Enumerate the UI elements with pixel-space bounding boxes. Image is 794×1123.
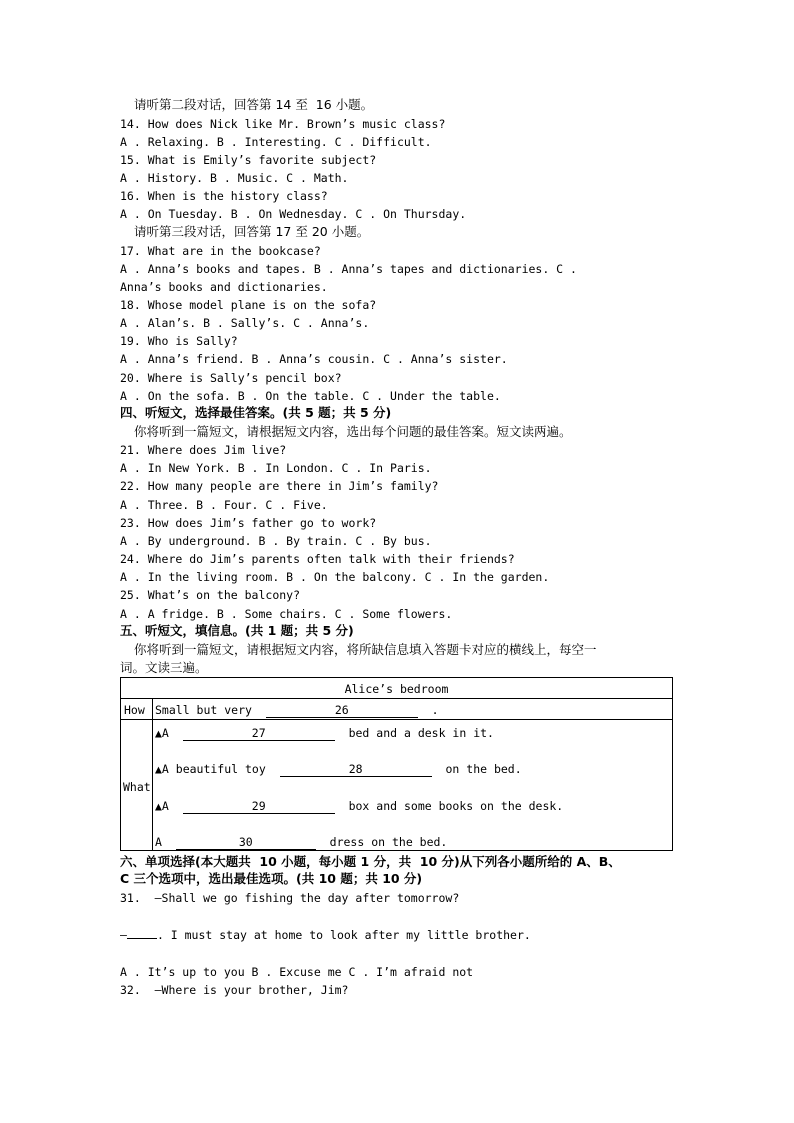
question-32: 32. —Where is your brother, Jim?: [120, 983, 349, 997]
blank-30[interactable]: 30: [176, 836, 316, 850]
question-25-options: A . A fridge. B . Some chairs. C . Some flowers.: [120, 607, 453, 621]
how-label: How: [124, 703, 145, 717]
row-28-suffix: on the bed.: [445, 762, 522, 776]
blank-28[interactable]: 28: [280, 763, 432, 777]
question-21: 21. Where does Jim live?: [120, 443, 287, 457]
blank-31[interactable]: [127, 938, 157, 939]
table-divider: [152, 699, 153, 851]
part4-intro: 你将听到一篇短文，请根据短文内容，选出每个问题的最佳答案。短文读两遍。: [134, 424, 572, 439]
row-29-prefix: ▲A: [155, 799, 169, 813]
question-22-options: A . Three. B . Four. C . Five.: [120, 498, 328, 512]
part5-title: 五、听短文，填信息。(共 1 题；共 5 分): [120, 623, 354, 638]
question-20-options: A . On the sofa. B . On the table. C . Under the table.: [120, 389, 501, 403]
question-14-options: A . Relaxing. B . Interesting. C . Difficult.: [120, 135, 432, 149]
question-18-options: A . Alan’s. B . Sally’s. C . Anna’s.: [120, 316, 370, 330]
question-31-options: A . It’s up to you B . Excuse me C . I’m afraid not: [120, 965, 474, 979]
table-how-row: [121, 699, 672, 720]
row-30-suffix: dress on the bed.: [329, 835, 448, 849]
row-29-suffix: box and some books on the desk.: [348, 799, 564, 813]
question-17: 17. What are in the bookcase?: [120, 244, 321, 258]
question-20: 20. Where is Sally’s pencil box?: [120, 371, 342, 385]
row-28-prefix: ▲A beautiful toy: [155, 762, 266, 776]
part5-intro-line1: 你将听到一篇短文，请根据短文内容，将所缺信息填入答题卡对应的横线上，每空一: [134, 642, 597, 657]
part5-intro-line2: 词。文读三遍。: [120, 660, 208, 675]
bedroom-info-table: [120, 677, 673, 851]
row-30: [155, 835, 447, 850]
blank-29[interactable]: 29: [183, 800, 335, 814]
how-row-content: [155, 703, 439, 718]
question-18: 18. Whose model plane is on the sofa?: [120, 298, 377, 312]
question-19-options: A . Anna’s friend. B . Anna’s cousin. C . Anna’s sister.: [120, 352, 508, 366]
blank-27[interactable]: 27: [183, 727, 335, 741]
what-label: What: [123, 780, 151, 794]
response-text: . I must stay at home to look after my little brother.: [156, 928, 531, 942]
question-14: 14. How does Nick like Mr. Brown’s music class?: [120, 117, 446, 131]
question-23: 23. How does Jim’s father go to work?: [120, 516, 377, 530]
table-title-row: [121, 678, 672, 699]
row-29: [155, 799, 563, 814]
question-24-options: A . In the living room. B . On the balcony. C . In the garden.: [120, 570, 550, 584]
blank-26[interactable]: 26: [266, 704, 418, 718]
question-31: 31. —Shall we go fishing the day after tomorrow?: [120, 891, 460, 905]
table-title: Alice’s bedroom: [344, 682, 449, 696]
question-17-options-line1: A . Anna’s books and tapes. B . Anna’s tapes and dictionaries. C .: [120, 262, 577, 276]
row-30-prefix: A: [155, 835, 162, 849]
part4-title: 四、听短文，选择最佳答案。(共 5 题；共 5 分): [120, 405, 392, 420]
response-dash: —: [120, 928, 127, 942]
question-16-options: A . On Tuesday. B . On Wednesday. C . On Thursday.: [120, 207, 467, 221]
section2-intro: 请听第二段对话，回答第 14 至 16 小题。: [134, 97, 374, 112]
how-end: .: [431, 703, 439, 717]
question-25: 25. What’s on the balcony?: [120, 588, 301, 602]
how-text: Small but very: [155, 703, 252, 717]
row-27-suffix: bed and a desk in it.: [348, 726, 494, 740]
section3-intro: 请听第三段对话，回答第 17 至 20 小题。: [134, 224, 370, 239]
row-27: [155, 726, 494, 741]
question-31-response: [120, 928, 531, 942]
row-27-prefix: ▲A: [155, 726, 169, 740]
part6-title-line2: C 三个选项中，选出最佳选项。(共 10 题；共 10 分): [120, 871, 423, 886]
row-28: [155, 762, 522, 777]
question-19: 19. Who is Sally?: [120, 334, 238, 348]
question-15-options: A . History. B . Music. C . Math.: [120, 171, 349, 185]
question-16: 16. When is the history class?: [120, 189, 328, 203]
question-22: 22. How many people are there in Jim’s family?: [120, 479, 439, 493]
question-17-options-line2: Anna’s books and dictionaries.: [120, 280, 328, 294]
question-15: 15. What is Emily’s favorite subject?: [120, 153, 377, 167]
question-24: 24. Where do Jim’s parents often talk with their friends?: [120, 552, 515, 566]
question-23-options: A . By underground. B . By train. C . By bus.: [120, 534, 432, 548]
part6-title-line1: 六、单项选择(本大题共 10 小题，每小题 1 分，共 10 分)从下列各小题所给的 A、B、: [120, 854, 621, 869]
question-21-options: A . In New York. B . In London. C . In Paris.: [120, 461, 432, 475]
